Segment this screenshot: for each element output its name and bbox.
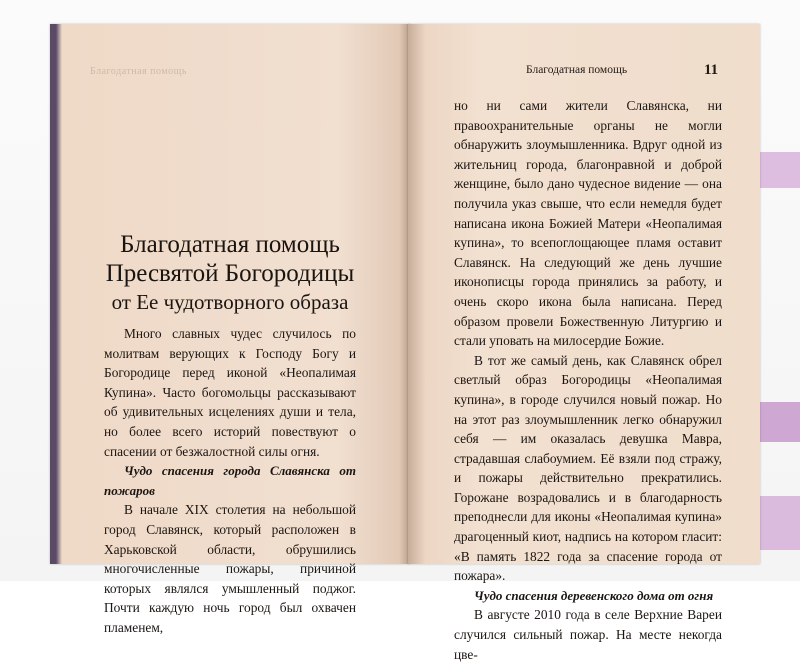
right-body-text <box>454 96 722 664</box>
body-paragraph: В августе 2010 года в селе Верхние Вареи случился сильный пожар. На месте некогда цве- <box>454 607 722 662</box>
open-book <box>50 24 760 662</box>
running-head: Благодатная помощь <box>526 64 628 76</box>
section-heading: Чудо спасения деревенского дома от огня <box>474 587 714 603</box>
right-page <box>408 24 760 662</box>
faint-running-head: Благодатная помощь <box>90 66 187 77</box>
left-body-text <box>104 324 356 638</box>
title-line-1: Благодатная помощь <box>120 231 340 258</box>
body-paragraph: В тот же самый день, как Славянск обрел светлый образ Богородицы «Неопалимая купина», в городе случился новый пожар. Но на этот раз злоумышленник легко обнаружил себя — им оказалась девушка Мавра, страдавшая слабоумием. Её взяли под стражу, и пожары действительно прекратились. Горожане возрадовались и в благодарность преподнесли для иконы «Неопалимая купина» драгоценный киот, надпись на котором гласит: «В память 1822 года за спасение города от пожара». <box>454 352 722 584</box>
title-line-3: от Ее чудотворного образа <box>111 290 349 314</box>
sticky-tab <box>760 402 800 442</box>
left-page <box>50 24 410 635</box>
sticky-tab <box>758 152 800 188</box>
body-paragraph: но ни сами жители Славянска, ни правоохранительные органы не могли обнаружить злоумышленника. Вдруг одной из жительниц города, благонравной и доброй женщине, было дано чудесное видение — она получила указ свыше, что если немедля будет написана икона Божией Матери «Неопалимая купина», то всепоглощающее пламя оставит Славянск. На следующий же день лучшие иконописцы города принялись за работу, и очень скоро икона была написана. Перед образом провели Божественную Литургию и стали уповать на милосердие Божие. <box>454 98 722 349</box>
page-number: 11 <box>704 62 719 78</box>
title-line-2: Пресвятой Богородицы <box>105 260 355 287</box>
chapter-title <box>70 231 390 316</box>
intro-paragraph: Много славных чудес случилось по молитвам верующих к Господу Богу и Богородице перед иконой «Неопалимая Купина». Часто богомольцы рассказывают об удивительных исцелениях души и тела, но более всего историй повествуют о спасении от безжалостной силы огня. <box>104 326 356 459</box>
sticky-tab <box>760 496 800 550</box>
section-heading: Чудо спасения города Славянска от пожаров <box>104 463 356 498</box>
body-paragraph: В начале XIX столетия на небольшой город Славянск, который расположен в Харьковской области, обрушились многочисленные пожары, причиной которых являлся умышленный поджог. Почти каждую ночь город был охвачен пламенем, <box>104 502 356 635</box>
